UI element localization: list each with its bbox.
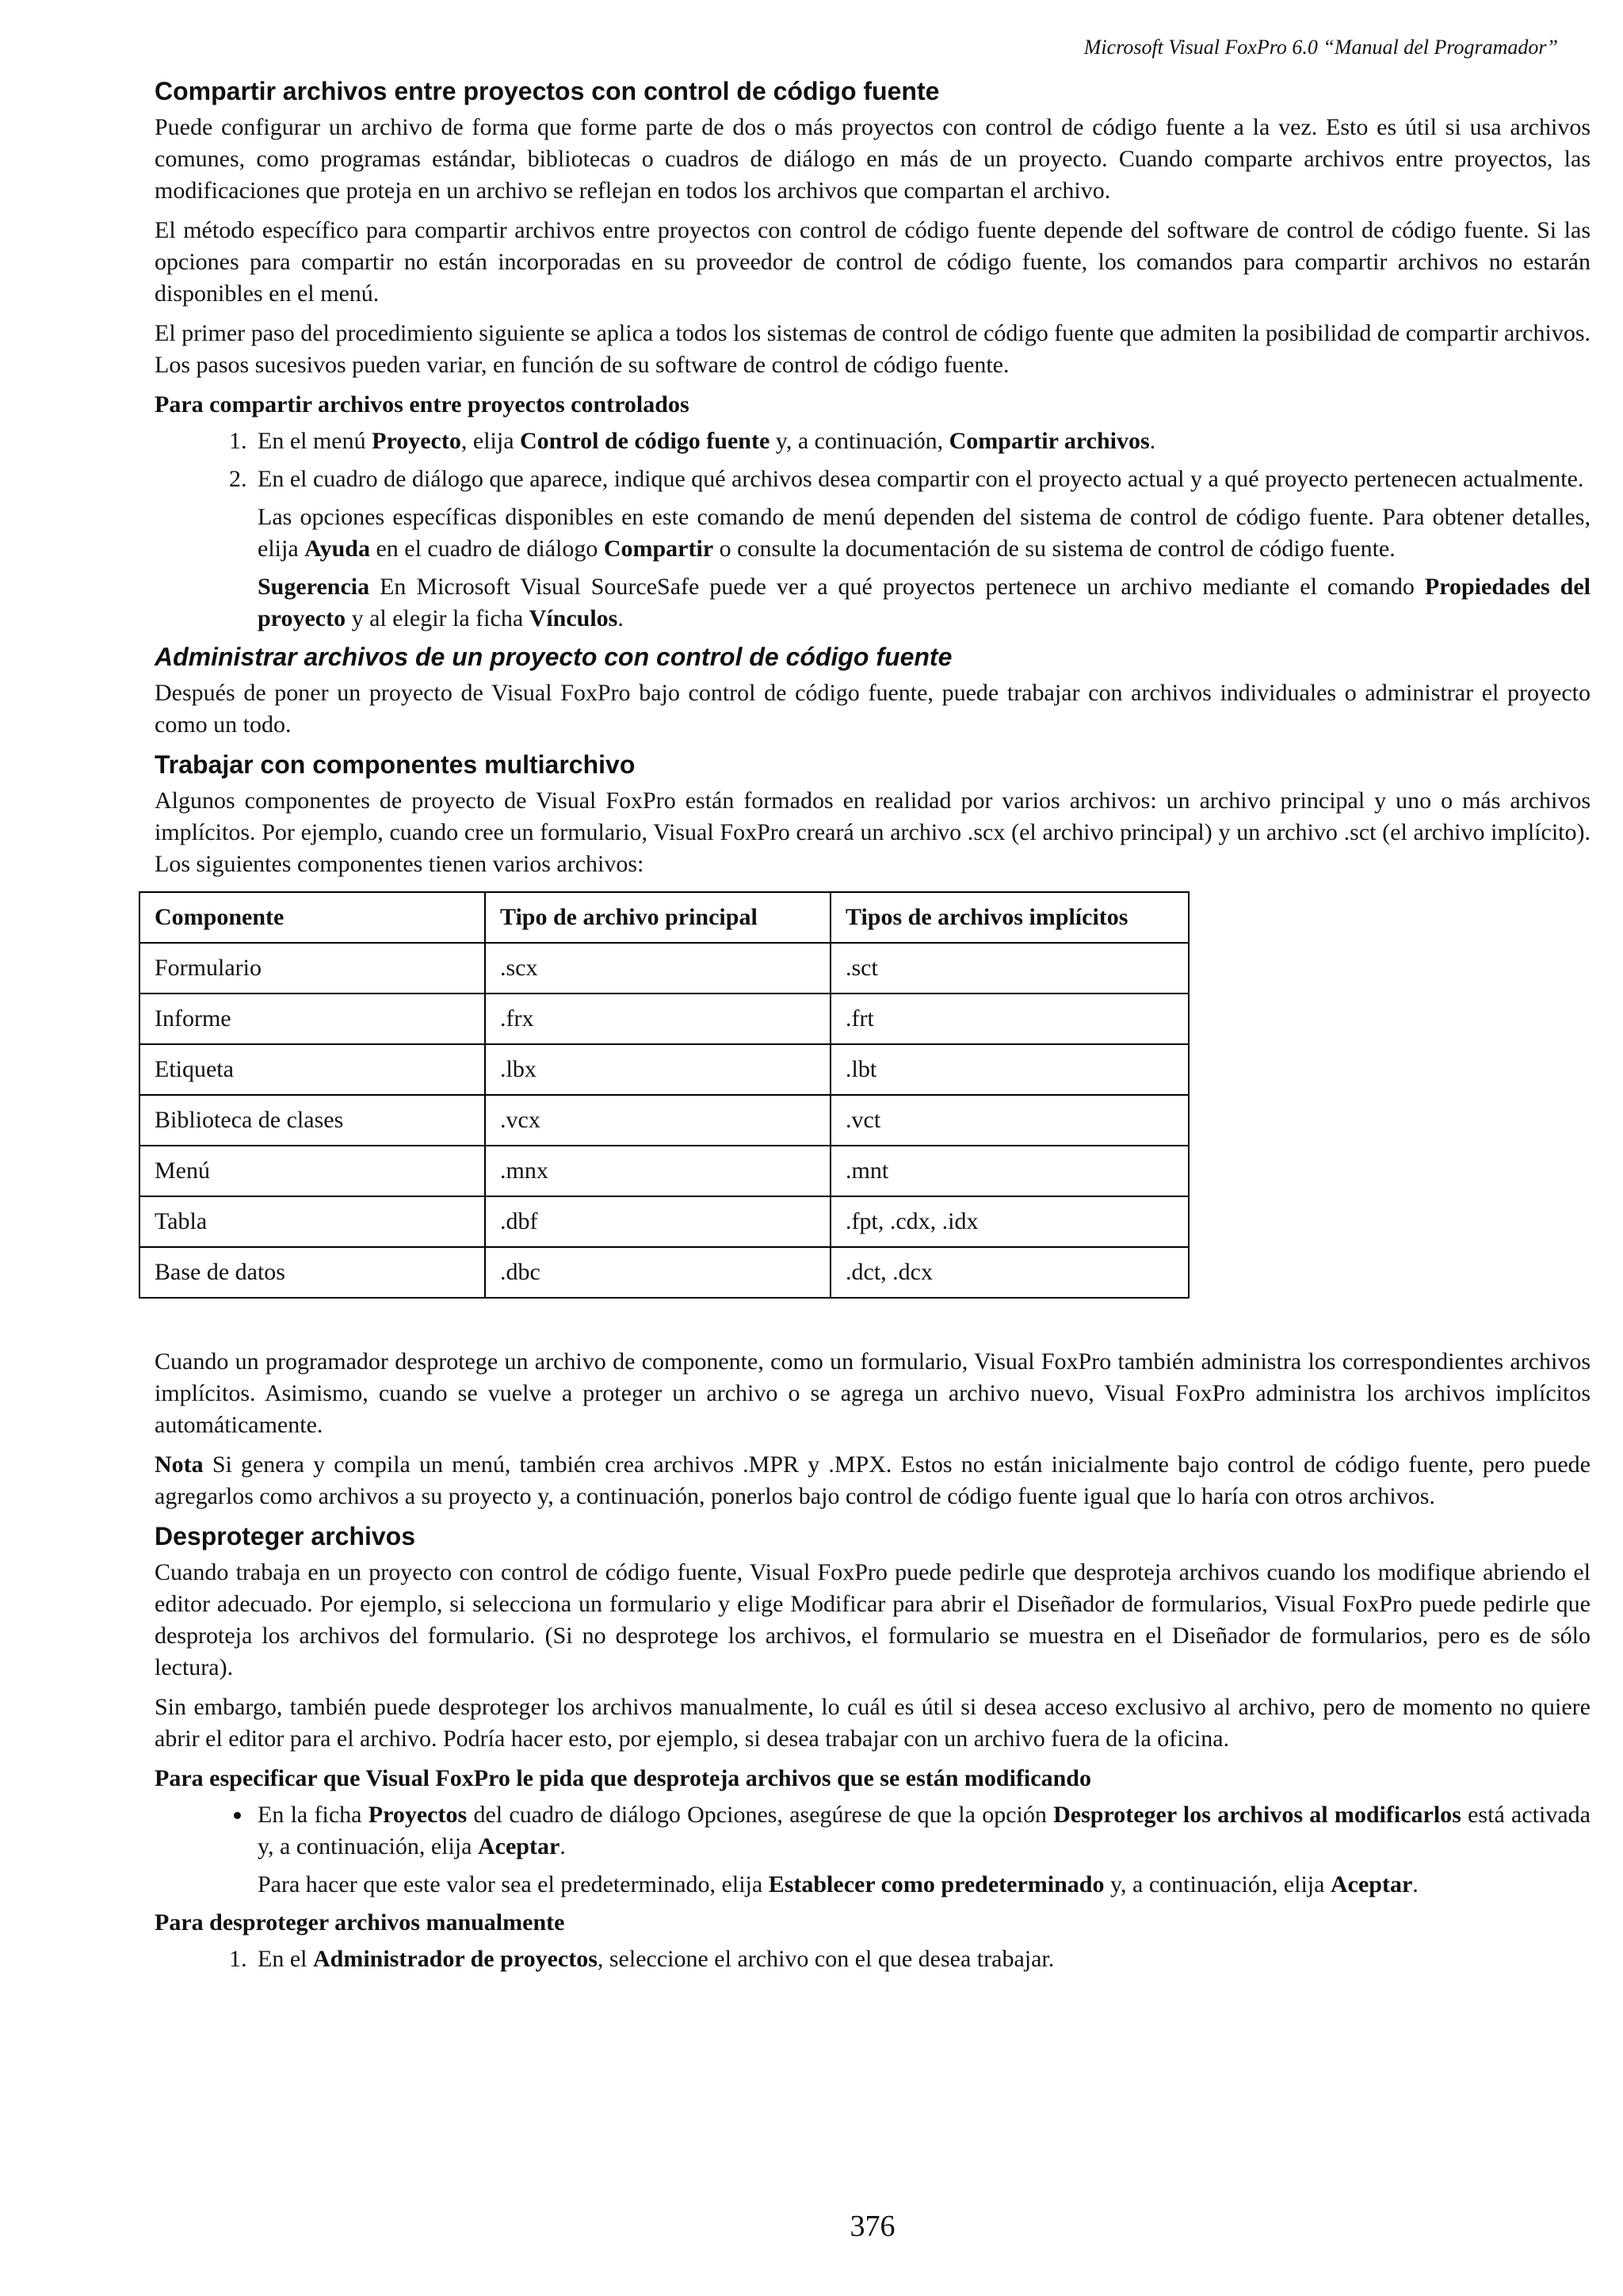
numbered-steps xyxy=(155,425,1591,635)
table-cell: Base de datos xyxy=(139,1247,485,1298)
step-item: 2. En el cuadro de diálogo que aparece, indique qué archivos desea compartir con el proyecto actual y a qué proyecto pertenecen actualmente. Las opciones específicas disponibles en este comando de menú dependen del sistema de control de código fuente. Para obtener detalles, elija Ayuda en el cuadro de diálogo Compartir o consulte la documentación de su sistema de control de código fuente. Sugerencia En Microsoft Visual SourceSafe puede ver a qué proyectos pertenece un archivo mediante el comando Propiedades del proyecto y al elegir la ficha Vínculos. xyxy=(253,463,1591,635)
table-cell: .dbc xyxy=(485,1247,831,1298)
paragraph: Algunos componentes de proyecto de Visual FoxPro están formados en realidad por varios archivos: un archivo principal y uno o más archivos implícitos. Por ejemplo, cuando cree un formulario, Visual FoxPro creará un archivo .scx (el archivo principal) y un archivo .sct (el archivo implícito). Los siguientes componentes tienen varios archivos: xyxy=(155,788,1591,877)
tip-note: Sugerencia En Microsoft Visual SourceSafe puede ver a qué proyectos pertenece un archivo mediante el comando Propiedades del proyecto y al elegir la ficha Vínculos. xyxy=(258,574,1591,631)
bullet-list xyxy=(155,1799,1591,1901)
paragraph: Sin embargo, también puede desproteger los archivos manualmente, lo cuál es útil si desea acceso exclusivo al archivo, pero de momento no quiere abrir el editor para el archivo. Podría hacer esto, por ejemplo, si desea trabajar con un archivo fuera de la oficina. xyxy=(155,1694,1591,1752)
page-content xyxy=(155,75,1591,1981)
table-cell: Menú xyxy=(139,1146,485,1196)
heading-administrar-archivos: Administrar archivos de un proyecto con control de código fuente xyxy=(155,643,953,671)
note-paragraph: Nota Si genera y compila un menú, también crea archivos .MPR y .MPX. Estos no están inicialmente bajo control de código fuente, pero puede agregarlos como archivos a su proyecto y, a continuación, ponerlos bajo control de código fuente igual que lo haría con otros archivos. xyxy=(155,1451,1591,1509)
numbered-steps xyxy=(155,1943,1591,1975)
column-header: Tipos de archivos implícitos xyxy=(831,892,1189,943)
procedure-title: Para desproteger archivos manualmente xyxy=(155,1909,565,1936)
table-cell: .fpt, .cdx, .idx xyxy=(831,1196,1189,1247)
table-cell: .sct xyxy=(831,943,1189,994)
table-row xyxy=(139,1247,1189,1298)
table-cell: .frt xyxy=(831,994,1189,1044)
bullet-subnote: Para hacer que este valor sea el predeterminado, elija Establecer como predeterminado y, a continuación, elija Aceptar. xyxy=(258,1871,1419,1897)
table-cell: Tabla xyxy=(139,1196,485,1247)
table-cell: Informe xyxy=(139,994,485,1044)
table-cell: Etiqueta xyxy=(139,1044,485,1095)
page-number: 376 xyxy=(850,2210,896,2243)
paragraph: Puede configurar un archivo de forma que forme parte de dos o más proyectos con control de código fuente a la vez. Esto es útil si usa archivos comunes, como programas estándar, bibliotecas o cuadros de diálogo en más de un proyecto. Cuando comparte archivos entre proyectos, las modificaciones que proteja en un archivo se reflejan en todos los archivos que compartan el archivo. xyxy=(155,114,1591,204)
running-header: Microsoft Visual FoxPro 6.0 “Manual del Programador” xyxy=(1083,36,1558,59)
table-cell: .scx xyxy=(485,943,831,994)
table-header-row xyxy=(139,892,1189,943)
table-cell: .dbf xyxy=(485,1196,831,1247)
paragraph: Cuando trabaja en un proyecto con control de código fuente, Visual FoxPro puede pedirle que desproteja archivos cuando los modifique abriendo el editor adecuado. Por ejemplo, si selecciona un formulario y elige Modificar para abrir el Diseñador de formularios, Visual FoxPro puede pedirle que desproteja los archivos del formulario. (Si no desprotege los archivos, el formulario se muestra en el Diseñador de formularios, pero es de sólo lectura). xyxy=(155,1559,1591,1680)
step-note: Las opciones específicas disponibles en este comando de menú dependen del sistema de control de código fuente. Para obtener detalles, elija Ayuda en el cuadro de diálogo Compartir o consulte la documentación de su sistema de control de código fuente. xyxy=(258,504,1591,562)
table-cell: .mnx xyxy=(485,1146,831,1196)
table-cell: .lbt xyxy=(831,1044,1189,1095)
heading-compartir-archivos: Compartir archivos entre proyectos con control de código fuente xyxy=(155,77,940,105)
components-table xyxy=(139,891,1190,1299)
table-row xyxy=(139,943,1189,994)
table-cell: .mnt xyxy=(831,1146,1189,1196)
procedure-title: Para compartir archivos entre proyectos controlados xyxy=(155,391,689,418)
paragraph: Cuando un programador desprotege un archivo de componente, como un formulario, Visual FoxPro también administra los correspondientes archivos implícitos. Asimismo, cuando se vuelve a proteger un archivo o se agrega un archivo nuevo, Visual FoxPro administra los archivos implícitos automáticamente. xyxy=(155,1348,1591,1438)
step-item: 1. En el menú Proyecto, elija Control de código fuente y, a continuación, Compartir archivos. xyxy=(253,425,1591,457)
column-header: Tipo de archivo principal xyxy=(485,892,831,943)
column-header: Componente xyxy=(139,892,485,943)
table-row xyxy=(139,1146,1189,1196)
procedure-title: Para especificar que Visual FoxPro le pida que desproteja archivos que se están modificando xyxy=(155,1765,1091,1791)
table-row xyxy=(139,994,1189,1044)
table-cell: .frx xyxy=(485,994,831,1044)
table-cell: .dct, .dcx xyxy=(831,1247,1189,1298)
table-row xyxy=(139,1196,1189,1247)
paragraph: El primer paso del procedimiento siguiente se aplica a todos los sistemas de control de código fuente que admiten la posibilidad de compartir archivos. Los pasos sucesivos pueden variar, en función de su software de control de código fuente. xyxy=(155,320,1591,378)
paragraph: Después de poner un proyecto de Visual FoxPro bajo control de código fuente, puede trabajar con archivos individuales o administrar el proyecto como un todo. xyxy=(155,680,1591,738)
table-row xyxy=(139,1044,1189,1095)
table-cell: Biblioteca de clases xyxy=(139,1095,485,1146)
bullet-item: • En la ficha Proyectos del cuadro de diálogo Opciones, asegúrese de que la opción Desproteger los archivos al modificarlos está activada y, a continuación, elija Aceptar. Para hacer que este valor sea el predeterminado, elija Establecer como predeterminado y, a continuación, elija Aceptar. xyxy=(253,1799,1591,1901)
table-cell: Formulario xyxy=(139,943,485,994)
paragraph: El método específico para compartir archivos entre proyectos con control de código fuente depende del software de control de código fuente. Si las opciones para compartir no están incorporadas en su proveedor de control de código fuente, los comandos para compartir archivos no estarán disponibles en el menú. xyxy=(155,217,1591,307)
table-cell: .vcx xyxy=(485,1095,831,1146)
heading-componentes-multiarchivo: Trabajar con componentes multiarchivo xyxy=(155,750,636,779)
heading-desproteger-archivos: Desproteger archivos xyxy=(155,1522,416,1550)
step-item: 1. En el Administrador de proyectos, seleccione el archivo con el que desea trabajar. xyxy=(253,1943,1591,1975)
table-cell: .vct xyxy=(831,1095,1189,1146)
table-row xyxy=(139,1095,1189,1146)
table-cell: .lbx xyxy=(485,1044,831,1095)
